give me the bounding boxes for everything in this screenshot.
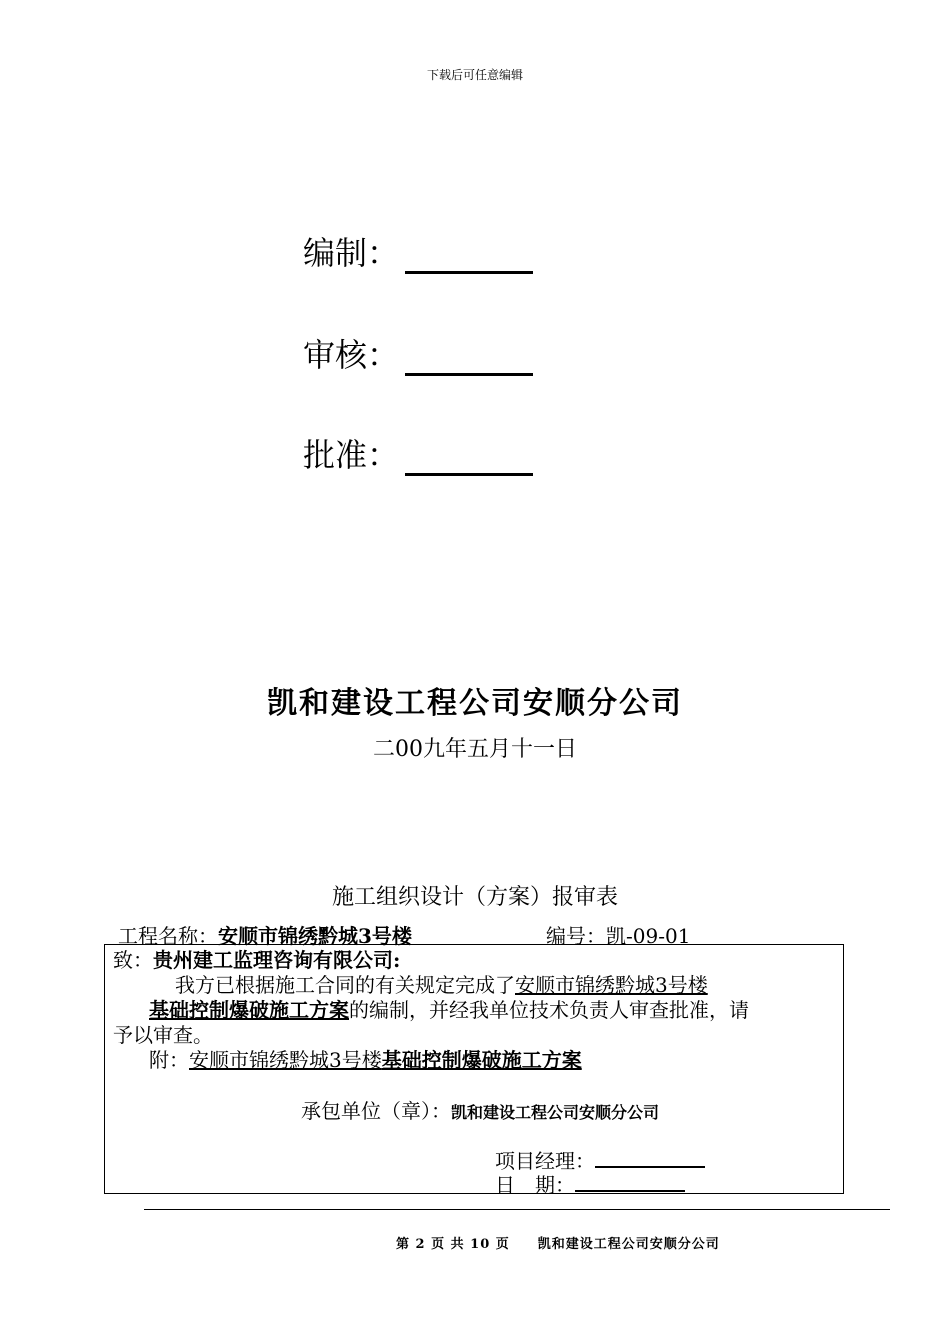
footer bbox=[396, 1233, 720, 1252]
attach-line bbox=[149, 1047, 582, 1074]
attach-label: 附： bbox=[149, 1048, 189, 1072]
header-note: 下载后可任意编辑 bbox=[426, 68, 523, 82]
manager-blank bbox=[595, 1146, 705, 1168]
contractor-line bbox=[301, 1098, 659, 1126]
signature-compile-line bbox=[405, 241, 533, 274]
form-box bbox=[104, 944, 844, 1197]
project-label: 工程名称： bbox=[118, 924, 218, 948]
number-value: 凯-09-01 bbox=[606, 924, 691, 948]
para2-plan: 基础控制爆破施工方案 bbox=[149, 998, 349, 1022]
project-name: 安顺市锦绣黔城3号楼 bbox=[218, 924, 412, 948]
para2-text: 的编制，并经我单位技术负责人审查批准，请 bbox=[349, 998, 749, 1022]
signature-approve-label: 批准： bbox=[303, 436, 400, 474]
signature-compile bbox=[303, 228, 533, 274]
signature-review bbox=[303, 330, 533, 376]
para1-text: 我方已根据施工合同的有关规定完成了 bbox=[175, 973, 515, 997]
manager-label: 项目经理： bbox=[495, 1149, 595, 1173]
attach-project: 安顺市锦绣黔城3号楼 bbox=[189, 1048, 382, 1072]
issue-date: 二00九年五月十一日 bbox=[373, 737, 577, 762]
to-line bbox=[113, 947, 400, 974]
date-label: 日 期： bbox=[495, 1173, 575, 1197]
to-label: 致： bbox=[113, 948, 153, 972]
footer-company: 凯和建设工程公司安顺分公司 bbox=[537, 1237, 720, 1252]
para3-text: 予以审查。 bbox=[113, 1023, 213, 1047]
number-label: 编号： bbox=[546, 924, 606, 948]
company-title: 凯和建设工程公司安顺分公司 bbox=[267, 686, 683, 721]
signature-review-line bbox=[405, 343, 533, 376]
attach-plan: 基础控制爆破施工方案 bbox=[381, 1048, 582, 1072]
form-title: 施工组织设计（方案）报审表 bbox=[331, 885, 618, 910]
para-line-2 bbox=[149, 997, 749, 1024]
signature-approve-line bbox=[405, 443, 533, 476]
contractor-name: 凯和建设工程公司安顺分公司 bbox=[451, 1103, 660, 1122]
footer-rule bbox=[144, 1209, 890, 1210]
footer-page-info: 第 2 页 共 10 页 bbox=[396, 1237, 510, 1252]
para1-project: 安顺市锦绣黔城3号楼 bbox=[515, 973, 708, 997]
contractor-label: 承包单位（章）： bbox=[301, 1099, 451, 1123]
signature-compile-label: 编制： bbox=[303, 234, 400, 272]
to-name: 贵州建工监理咨询有限公司: bbox=[153, 948, 401, 972]
signature-approve bbox=[303, 430, 533, 476]
date-field-line bbox=[495, 1170, 685, 1199]
para-line-1 bbox=[175, 972, 708, 999]
date-blank bbox=[575, 1170, 685, 1192]
signature-review-label: 审核： bbox=[303, 336, 400, 374]
para-line-3 bbox=[113, 1022, 213, 1049]
